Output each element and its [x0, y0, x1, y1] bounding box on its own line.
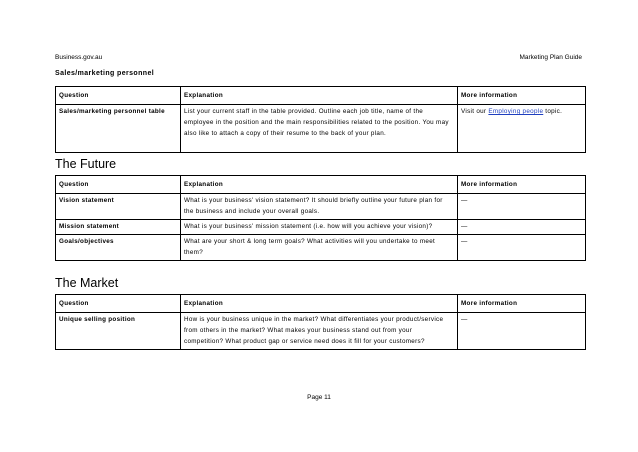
market-title: The Market [55, 276, 119, 290]
explanation-cell: What are your short & long term goals? What activities will you undertake to meet them? [181, 235, 458, 261]
explanation-cell: What is your business' vision statement? It should briefly outline your future plan for the business and include your overall goals. [181, 194, 458, 220]
more-info-suffix: topic. [543, 108, 563, 115]
more-info-cell: — [458, 313, 586, 350]
question-cell: Unique selling position [56, 313, 181, 350]
question-cell: Mission statement [56, 220, 181, 235]
table-header-row [56, 87, 586, 105]
page-number: Page 11 [307, 394, 331, 401]
more-info-cell [458, 105, 586, 153]
table-header-row [56, 176, 586, 194]
table-row [56, 220, 586, 235]
table-header-row [56, 295, 586, 313]
employing-people-link[interactable]: Employing people [488, 108, 544, 115]
header-site: Business.gov.au [55, 54, 103, 61]
more-info-cell: — [458, 235, 586, 261]
more-info-cell: — [458, 220, 586, 235]
col-question: Question [56, 87, 181, 105]
more-info-cell: — [458, 194, 586, 220]
col-explanation: Explanation [181, 295, 458, 313]
future-table [55, 175, 586, 261]
personnel-table [55, 86, 586, 153]
explanation-cell: What is your business' mission statement (i.e. how will you achieve your vision)? [181, 220, 458, 235]
header-doc-title: Marketing Plan Guide [519, 54, 582, 61]
table-row [56, 194, 586, 220]
col-question: Question [56, 295, 181, 313]
col-question: Question [56, 176, 181, 194]
explanation-cell: List your current staff in the table provided. Outline each job title, name of the employee in the position and the main responsibilities related to the position. You may also like to attach a copy of their resume to the back of your plan. [181, 105, 458, 153]
more-info-prefix: Visit our [461, 108, 489, 115]
market-table [55, 294, 586, 350]
explanation-cell: How is your business unique in the market? What differentiates your product/service from others in the market? What makes your business stand out from your competition? What product gap or service need does it fill for your customers? [181, 313, 458, 350]
table-row [56, 105, 586, 153]
section-label: Sales/marketing personnel [55, 70, 155, 77]
col-more-info: More information [458, 295, 586, 313]
col-more-info: More information [458, 176, 586, 194]
future-title: The Future [55, 157, 117, 171]
question-cell: Goals/objectives [56, 235, 181, 261]
col-more-info: More information [458, 87, 586, 105]
table-row [56, 313, 586, 350]
col-explanation: Explanation [181, 176, 458, 194]
question-cell: Sales/marketing personnel table [56, 105, 181, 153]
col-explanation: Explanation [181, 87, 458, 105]
question-cell: Vision statement [56, 194, 181, 220]
table-row [56, 235, 586, 261]
